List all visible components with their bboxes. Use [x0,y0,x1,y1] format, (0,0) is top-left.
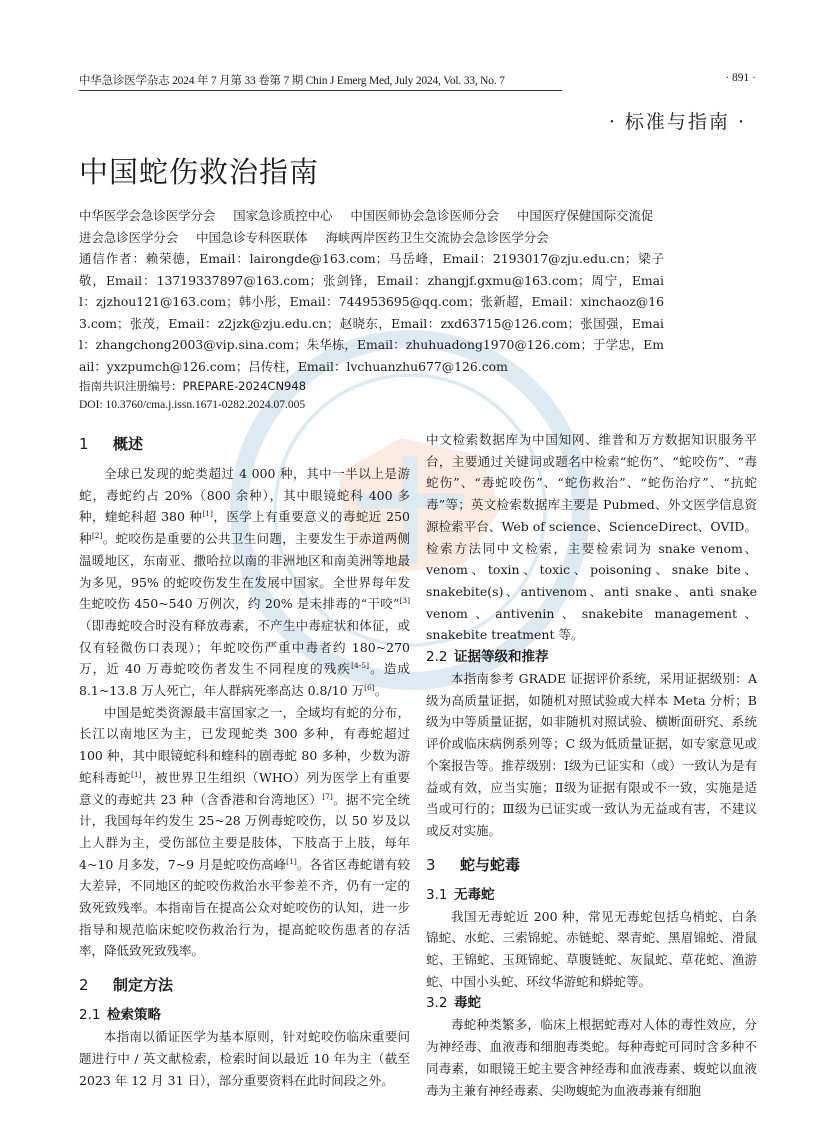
organization: 中国急诊专科医联体 [196,229,308,245]
text-run: 我国无毒蛇近 200 种，常见无毒蛇包括乌梢蛇、白条锦蛇、水蛇、三索锦蛇、赤链蛇、翠青蛇、黑眉锦蛇、滑鼠蛇、王锦蛇、玉斑锦蛇、草腹链蛇、灰鼠蛇、草花蛇、渔游蛇、中国小头蛇、环纹华游蛇和蟒蛇等。 [426,908,757,989]
citation-reference[interactable]: [3] [399,596,410,606]
section-heading-1 [79,431,410,457]
two-column-body [79,429,757,1101]
organization: 海峡两岸医药卫生交流协会急诊医学分会 [325,229,549,245]
section-title: 概述 [113,435,144,453]
citation-reference[interactable]: [7] [322,791,333,801]
section-number: 3 [426,855,436,874]
section-title: 蛇与蛇毒 [460,855,521,874]
section-title: 检索策略 [107,1007,161,1024]
paragraph [426,1014,757,1101]
paragraph [79,702,410,962]
organization: 中国医师协会急诊医师分会 [350,208,500,223]
section-number: 3.2 [426,995,448,1012]
paragraph [426,906,757,993]
section-heading-3 [426,852,757,878]
registration-number: 指南共识注册编号：PREPARE-2024CN948 [79,379,307,393]
right-column [426,429,757,1101]
section-title: 无毒蛇 [454,886,495,903]
section-title: 制定方法 [113,976,174,995]
section-title: 证据等级和推荐 [454,649,549,666]
organization: 国家急诊质控中心 [233,208,333,223]
corresponding-authors: 通信作者：赖荣德，Email：lairongde@163.com；马岳峰，Email：2193017@zju.edu.cn；梁子敬，Email：13719337897@163.com；张剑锋，Email：zhangjf.gxmu@163.com；周宁，Email：zjzhou121@163.com；韩小彤，Email：744953695@qq.com；张新超，Email：xinchaoz@163.com；张茂，Email：z2jzk@zju.edu.cn；赵晓东，Email：zxd63715@126.com；张国强，Email：zhangchong2003@vip.sina.com；朱华栋，Email：zhuhuadong1970@126.com；于学忠，Email：yxzpumch@126.com；吕传柱，Email：lvchuanzhu677@126.com [79,251,664,374]
paragraph [426,668,757,842]
citation-reference[interactable]: [6] [364,682,375,692]
citation-reference[interactable]: [2] [91,530,103,540]
article-body [79,205,757,1101]
column-label: · 标准与指南 · [608,111,746,133]
subsection-heading-2-1 [79,1004,410,1026]
section-number: 3.1 [426,886,448,903]
front-matter [79,205,664,415]
citation-reference[interactable]: [1] [286,856,297,866]
organization: 中国医疗保健国际交流促进会急诊医学分会 [79,208,654,245]
text-run: 。造成 8.1~13.8 万人死亡，年人群病死率高达 0.8/10 万 [79,661,410,699]
citation-reference[interactable]: [4-5] [351,661,369,671]
text-run: ，被世界卫生组织（WHO）列为医学上有重要意义的毒蛇共 23 种（含香港和台湾地区） [79,769,410,807]
text-run: （即毒蛇咬合时没有释放毒素，不产生中毒症状和体征，或仅有轻微伤口表现）；年蛇咬伤严重中毒者约 180~270 万，近 40 万毒蛇咬伤者发生不同程度的残疾 [79,617,410,677]
section-number: 1 [79,435,89,453]
left-column [79,429,410,1101]
section-title: 毒蛇 [454,995,481,1012]
citation-reference[interactable]: [1] [202,509,213,519]
section-heading-2 [79,972,410,998]
text-run: 全球已发现的蛇类超过 4 000 种，其中一半以上是游蛇，毒蛇约占 20%（800 余种），其中眼镜蛇科 400 多种，蝰蛇科超 380 种 [79,466,410,525]
page-number: · 891 · [725,72,756,84]
organization: 中华医学会急诊医学分会 [79,208,216,223]
citation-reference[interactable]: [1] [130,769,142,779]
text-run: 本指南参考 GRADE 证据评价系统，采用证据级别：A 级为高质量证据，如随机对照试验或大样本 Meta 分析；B 级为中等质量证据，如非随机对照试验、横断面研究、系统评价或临床病例系列等；C 级为低质量证据，如专家意见或个案报告等。推荐级别：Ⅰ级为已证实和（或）一致认为是有益或有效，应当实施；Ⅱ级为证据有限或不一致，实施是适当或可行的；Ⅲ级为已证实或一致认为无益或有害，不建议或反对实施。 [426,671,757,838]
doi: DOI: 10.3760/cma.j.issn.1671-0282.2024.07.005 [79,399,306,411]
subsection-heading-3-1 [426,884,757,906]
paragraph [79,1026,410,1091]
subsection-heading-2-2 [426,646,757,668]
section-number: 2.2 [426,649,448,666]
text-run: 。 [374,683,388,699]
text-run: 。各省区毒蛇谱有较大差异，不同地区的蛇咬伤救治水平参差不齐，仍有一定的致死致残率。本指南旨在提高公众对蛇咬伤的认知，进一步指导和规范临床蛇咬伤救治行为，提高蛇咬伤患者的存活率，降低致死致残率。 [79,856,410,959]
paragraph [79,463,410,702]
text-run: 毒蛇种类繁多，临床上根据蛇毒对人体的毒性效应，分为神经毒、血液毒和细胞毒类蛇。每种毒蛇可同时含多种不同毒素，如眼镜王蛇主要含神经毒和血液毒素、蝮蛇以血液毒为主兼有神经毒素、尖吻蝮蛇为血液毒兼有细胞 [426,1017,757,1098]
text-run: 本指南以循证医学为基本原则，针对蛇咬伤临床重要问题进行中 / 英文献检索，检索时间以最近 10 年为主（截至 2023 年 12 月 31 日），部分重要资料在此时间段之外。 [79,1029,410,1088]
text-run: 中文检索数据库为中国知网、维普和万方数据知识服务平台，主要通过关键词或题名中检索“蛇伤”、“蛇咬伤”、“毒蛇伤”、“毒蛇咬伤”、“蛇伤救治”、“蛇伤治疗”、“抗蛇毒”等；英文检索数据库主要是 Pubmed、外文医学信息资源检索平台、Web of science、ScienceDirect、OVID。检索方法同中文检索，主要检索词为 snake venom、venom、toxin、toxic、poisoning、snake bite、snakebite(s)、antivenom、anti snake、anti snake venom、antivenin、snakebite management、snakebite treatment 等。 [426,432,757,643]
text-run: 。蛇咬伤是重要的公共卫生问题，主要发生于赤道两侧温暖地区，东南亚、撒哈拉以南的非洲地区和南美洲等地最为多见，95% 的蛇咬伤发生在发展中国家。全世界每年发生蛇咬伤 450~540 万例次，约 20% 是未排毒的“干咬” [79,531,410,612]
text-run: 。据不完全统计，我国每年约发生 25~28 万例毒蛇咬伤，以 50 岁及以上人群为主，受伤部位主要是肢体，下肢高于上肢，每年 4~10 月多发，7~9 月是蛇咬伤高峰 [79,791,410,872]
paragraph [426,429,757,646]
subsection-heading-3-2 [426,992,757,1014]
text-run: ，医学上有重要意义的毒蛇近 250 种 [79,509,410,547]
organizations [79,205,664,248]
running-head: 中华急诊医学杂志 2024 年 7 月第 33 卷第 7 期 Chin J Emerg Med, July 2024, Vol. 33, No. 7 [79,72,562,91]
text-run: 中国是蛇类资源最丰富国家之一，全域均有蛇的分布，长江以南地区为主，已发现蛇类 300 多种，有毒蛇超过 100 种，其中眼镜蛇科和蝰科的剧毒蛇 80 多种，少数为游蛇科毒蛇 [79,704,410,785]
section-number: 2.1 [79,1007,101,1024]
section-number: 2 [79,976,89,995]
article-title: 中国蛇伤救治指南 [79,155,320,189]
